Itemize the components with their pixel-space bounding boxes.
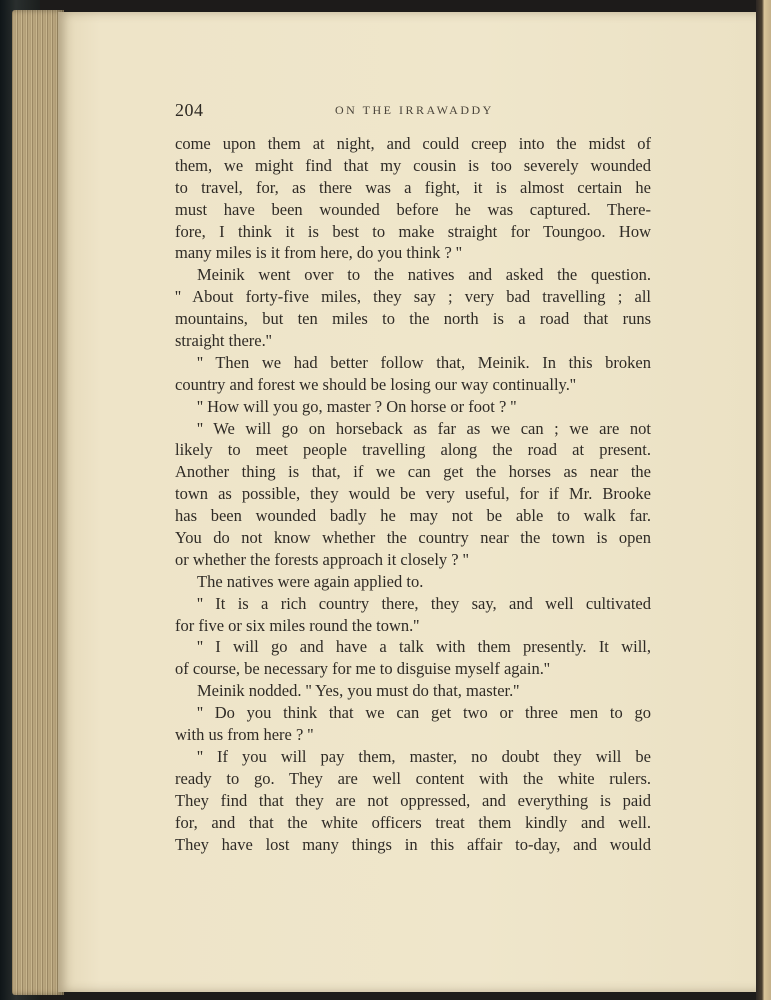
page-stack-edges: [12, 10, 64, 995]
text-line: '' It is a rich country there, they say, and well cultivated: [197, 593, 651, 613]
book-right-edge: [756, 0, 771, 1000]
text-line: to travel, for, as there was a fight, it is almost certain he: [175, 177, 651, 197]
text-line: Another thing is that, if we can get the horses as near the: [175, 462, 651, 482]
text-line: The natives were again applied to.: [197, 571, 424, 591]
text-line: '' We will go on horseback as far as we can ; we are not: [197, 418, 651, 438]
body-text: [175, 133, 651, 855]
text-line: '' I will go and have a talk with them presently. It will,: [197, 637, 651, 657]
text-line: '' Do you think that we can get two or three men to go: [197, 703, 651, 723]
text-line: of course, be necessary for me to disguise myself again.'': [175, 659, 550, 679]
text-line: Meinik went over to the natives and asked the question.: [197, 265, 651, 285]
page-header: [175, 100, 655, 124]
text-line: for five or six miles round the town.'': [175, 615, 420, 635]
text-line: mountains, but ten miles to the north is a road that runs: [175, 309, 651, 329]
text-line: fore, I think it is best to make straight for Toungoo. How: [175, 221, 651, 241]
text-line: or whether the forests approach it closely ? '': [175, 549, 469, 569]
text-line: You do not know whether the country near the town is open: [175, 528, 651, 548]
text-line: '' How will you go, master ? On horse or foot ? '': [197, 396, 517, 416]
text-line: likely to meet people travelling along the road at present.: [175, 440, 651, 460]
page-number: 204: [175, 100, 204, 120]
text-line: country and forest we should be losing our way continually.'': [175, 374, 576, 394]
text-line: '' About forty-five miles, they say ; very bad travelling ; all: [175, 287, 651, 307]
text-line: has been wounded badly he may not be able to walk far.: [175, 506, 651, 526]
text-line: '' If you will pay them, master, no doubt they will be: [197, 746, 651, 766]
text-line: them, we might find that my cousin is too severely wounded: [175, 155, 651, 175]
text-line: ready to go. They are well content with the white rulers.: [175, 768, 651, 788]
text-line: must have been wounded before he was captured. There-: [175, 199, 651, 219]
text-line: Meinik nodded. '' Yes, you must do that, master.'': [197, 681, 520, 701]
text-line: They find that they are not oppressed, and everything is paid: [175, 790, 651, 810]
text-line: town as possible, they would be very useful, for if Mr. Brooke: [175, 484, 651, 504]
text-line: with us from here ? '': [175, 725, 314, 745]
text-line: straight there.'': [175, 331, 272, 351]
text-line: They have lost many things in this affair to-day, and would: [175, 834, 651, 854]
text-line: come upon them at night, and could creep into the midst of: [175, 134, 651, 153]
text-line: '' Then we had better follow that, Meinik. In this broken: [197, 352, 651, 372]
text-line: for, and that the white officers treat them kindly and well.: [175, 812, 651, 832]
running-head: ON THE IRRAWADDY: [335, 103, 494, 117]
text-line: many miles is it from here, do you think ? '': [175, 243, 462, 263]
